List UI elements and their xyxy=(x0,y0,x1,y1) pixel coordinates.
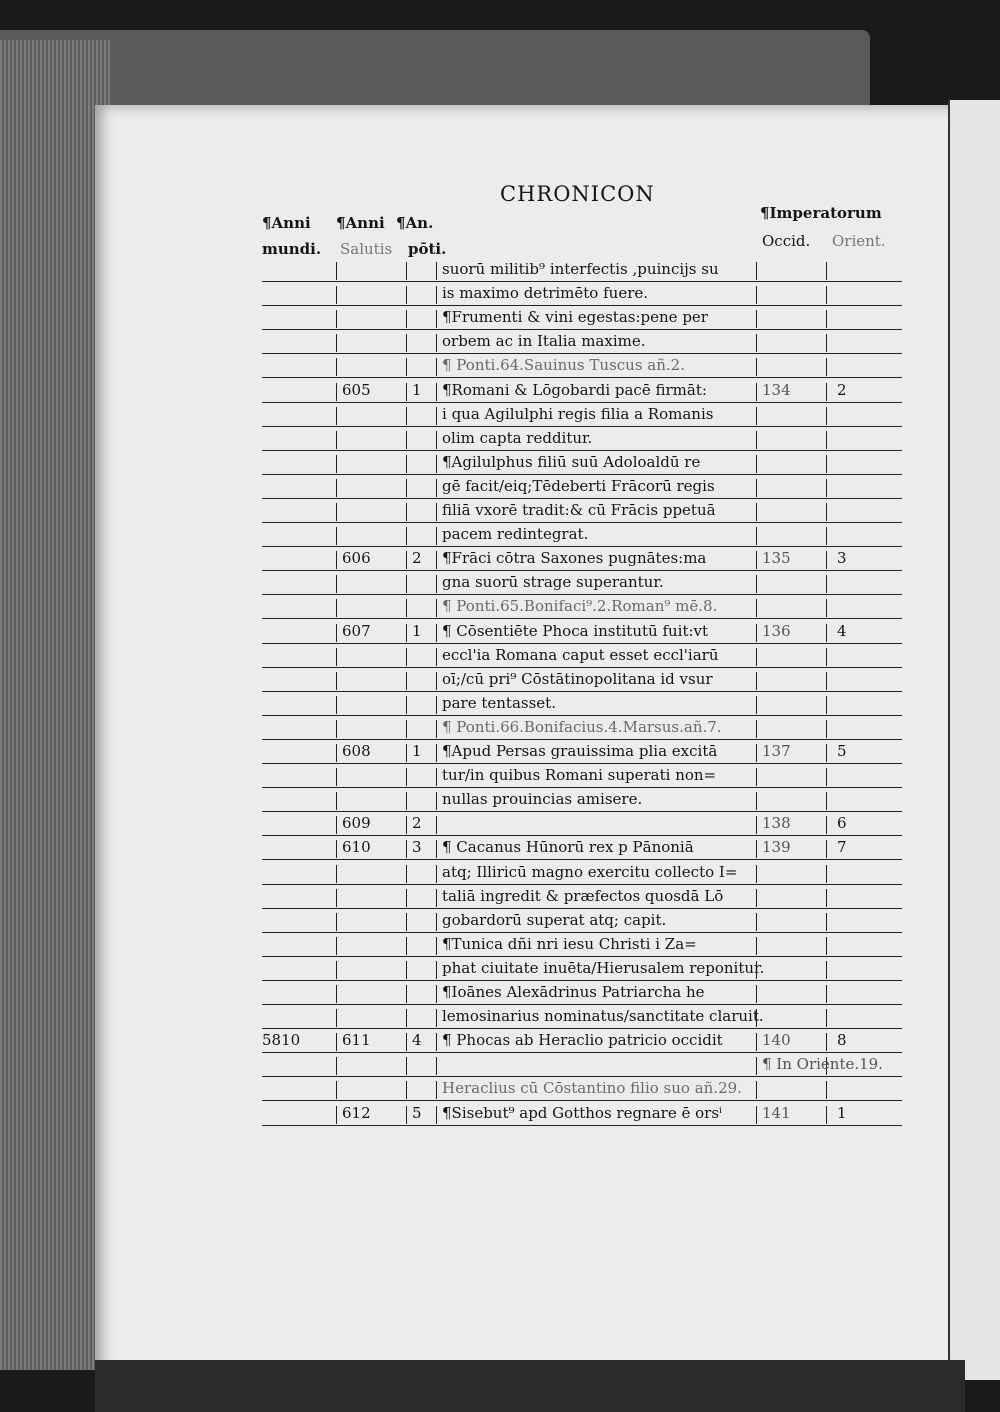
column-divider xyxy=(756,334,757,352)
table-row xyxy=(262,692,902,716)
column-divider xyxy=(336,792,337,810)
column-divider xyxy=(436,358,437,376)
column-divider xyxy=(826,648,827,666)
column-divider xyxy=(826,479,827,497)
column-divider xyxy=(756,648,757,666)
column-divider xyxy=(336,672,337,690)
column-divider xyxy=(406,744,407,762)
column-divider xyxy=(826,792,827,810)
column-divider xyxy=(756,407,757,425)
table-row xyxy=(262,764,902,788)
table-row xyxy=(262,909,902,933)
column-divider xyxy=(756,1106,757,1124)
column-divider xyxy=(336,985,337,1003)
pontificate-year-cell: 5 xyxy=(412,1103,422,1122)
column-divider xyxy=(336,358,337,376)
column-divider xyxy=(826,310,827,328)
column-divider xyxy=(406,792,407,810)
book-bottom-shadow xyxy=(95,1360,965,1412)
column-divider xyxy=(436,768,437,786)
column-divider xyxy=(336,1033,337,1051)
column-divider xyxy=(756,431,757,449)
column-divider xyxy=(826,624,827,642)
column-divider xyxy=(436,840,437,858)
pontificate-year-cell: 2 xyxy=(412,549,422,568)
column-divider xyxy=(826,865,827,883)
column-divider xyxy=(336,455,337,473)
header-anni-mundi-1: ¶Anni xyxy=(262,214,311,232)
column-divider xyxy=(756,551,757,569)
year-salutis-cell: 609 xyxy=(342,814,371,833)
column-divider xyxy=(826,913,827,931)
emperor-orient-cell: 6 xyxy=(837,814,847,833)
chronicle-text-cell: eccl'ia Romana caput esset eccl'iarū xyxy=(442,645,719,664)
table-row xyxy=(262,258,902,282)
column-divider xyxy=(436,913,437,931)
table-row xyxy=(262,788,902,812)
column-divider xyxy=(336,1106,337,1124)
column-divider xyxy=(826,455,827,473)
chronicle-text-cell: filiā vxorē tradit:& cū Frācis ppetuā xyxy=(442,501,716,519)
column-divider xyxy=(436,431,437,449)
column-divider xyxy=(406,1033,407,1051)
column-divider xyxy=(826,551,827,569)
column-divider xyxy=(436,455,437,473)
row-rule xyxy=(262,1125,902,1126)
column-divider xyxy=(756,672,757,690)
column-divider xyxy=(826,696,827,714)
table-row xyxy=(262,1005,902,1029)
emperor-occident-cell: 139 xyxy=(762,838,791,857)
table-row xyxy=(262,306,902,330)
column-divider xyxy=(336,913,337,931)
column-divider xyxy=(336,744,337,762)
header-occid: Occid. xyxy=(762,232,811,250)
column-divider xyxy=(826,358,827,376)
column-divider xyxy=(756,792,757,810)
column-divider xyxy=(406,527,407,545)
year-salutis-cell: 605 xyxy=(342,380,371,399)
column-divider xyxy=(406,648,407,666)
column-divider xyxy=(406,672,407,690)
column-divider xyxy=(756,286,757,304)
column-divider xyxy=(336,431,337,449)
column-divider xyxy=(826,1081,827,1099)
column-divider xyxy=(756,527,757,545)
column-divider xyxy=(826,672,827,690)
table-row xyxy=(262,740,902,764)
column-divider xyxy=(756,768,757,786)
header-an-poti-1: ¶An. xyxy=(396,214,434,232)
column-divider xyxy=(336,575,337,593)
column-divider xyxy=(826,720,827,738)
pontificate-year-cell: 1 xyxy=(412,742,422,760)
chronicle-text-cell: ¶Sisebut⁹ apd Gotthos regnare ē orsⁱ xyxy=(442,1103,723,1122)
column-divider xyxy=(436,648,437,666)
column-divider xyxy=(756,720,757,738)
table-row xyxy=(262,379,902,403)
column-divider xyxy=(336,334,337,352)
column-divider xyxy=(406,816,407,834)
column-divider xyxy=(826,889,827,907)
table-row xyxy=(262,812,902,836)
chronicle-text-cell: nullas prouincias amisere. xyxy=(442,790,643,809)
table-row xyxy=(262,282,902,306)
chronicle-text-cell: ¶ Cacanus Hūnorū rex p Pānoniā xyxy=(442,838,694,857)
column-divider xyxy=(406,1106,407,1124)
column-divider xyxy=(826,985,827,1003)
column-divider xyxy=(826,599,827,617)
emperor-occident-cell: 141 xyxy=(762,1103,791,1122)
table-row xyxy=(262,1029,902,1053)
emperor-occident-cell: 138 xyxy=(762,814,791,833)
column-divider xyxy=(406,1009,407,1027)
column-divider xyxy=(436,1106,437,1124)
emperor-occident-cell: 135 xyxy=(762,549,791,568)
book-cover-top xyxy=(0,30,870,110)
chronicle-text-cell: lemosinarius nominatus/sanctitate claruit. xyxy=(442,1007,764,1026)
column-divider xyxy=(826,1106,827,1124)
chronicle-text-cell: gē facit/eiq;Tēdeberti Frācorū regis xyxy=(442,476,715,495)
column-divider xyxy=(336,840,337,858)
table-row xyxy=(262,957,902,981)
chronicle-text-cell: ¶Apud Persas grauissima plia excitā xyxy=(442,742,718,760)
column-divider xyxy=(436,937,437,955)
column-divider xyxy=(436,961,437,979)
column-divider xyxy=(336,479,337,497)
chronicle-text-cell: ¶ Ponti.66.Bonifacius.4.Marsus.añ.7. xyxy=(442,717,722,736)
chronicle-text-cell: ¶ Ponti.65.Bonifaci⁹.2.Roman⁹ mē.8. xyxy=(442,597,718,616)
column-divider xyxy=(436,407,437,425)
chronicle-text-cell: oī;/cū pri⁹ Cōstātinopolitana id vsur xyxy=(442,669,713,688)
chronicle-text-cell: ¶ Ponti.64.Sauinus Tuscus añ.2. xyxy=(442,356,685,375)
table-row xyxy=(262,547,902,571)
column-divider xyxy=(406,286,407,304)
column-divider xyxy=(406,768,407,786)
column-divider xyxy=(336,407,337,425)
column-divider xyxy=(406,383,407,401)
column-divider xyxy=(336,937,337,955)
column-divider xyxy=(336,1057,337,1075)
emperor-orient-cell: 5 xyxy=(837,742,847,760)
column-divider xyxy=(436,985,437,1003)
table-row xyxy=(262,427,902,451)
column-divider xyxy=(336,262,337,280)
column-divider xyxy=(756,479,757,497)
column-divider xyxy=(756,937,757,955)
year-salutis-cell: 606 xyxy=(342,549,371,568)
column-divider xyxy=(756,575,757,593)
pontificate-year-cell: 1 xyxy=(412,621,422,640)
column-divider xyxy=(826,744,827,762)
column-divider xyxy=(406,503,407,521)
column-divider xyxy=(826,286,827,304)
column-divider xyxy=(436,672,437,690)
table-row xyxy=(262,933,902,957)
year-salutis-cell: 610 xyxy=(342,838,371,857)
column-divider xyxy=(436,1033,437,1051)
column-divider xyxy=(826,937,827,955)
table-row xyxy=(262,475,902,499)
column-divider xyxy=(436,599,437,617)
column-divider xyxy=(436,575,437,593)
chronicle-text-cell: gobardorū superat atq; capit. xyxy=(442,910,667,929)
column-divider xyxy=(756,744,757,762)
column-divider xyxy=(406,1081,407,1099)
table-row xyxy=(262,1077,902,1101)
emperor-orient-cell: 7 xyxy=(837,838,847,857)
column-divider xyxy=(756,262,757,280)
column-divider xyxy=(436,889,437,907)
column-divider xyxy=(336,551,337,569)
column-divider xyxy=(826,575,827,593)
pontificate-year-cell: 1 xyxy=(412,380,422,399)
column-divider xyxy=(826,527,827,545)
column-divider xyxy=(436,744,437,762)
column-divider xyxy=(406,696,407,714)
column-divider xyxy=(436,720,437,738)
chronicle-text-cell: ¶Romani & Lōgobardi pacē firmāt: xyxy=(442,380,707,399)
column-divider xyxy=(826,431,827,449)
column-divider xyxy=(826,503,827,521)
column-divider xyxy=(336,1081,337,1099)
column-divider xyxy=(406,720,407,738)
column-divider xyxy=(756,455,757,473)
header-anni-salutis-1: ¶Anni xyxy=(336,214,385,232)
column-divider xyxy=(336,527,337,545)
column-divider xyxy=(826,768,827,786)
column-divider xyxy=(756,889,757,907)
chronicle-text-cell: suorū militib⁹ interfectis ,puincijs su xyxy=(442,260,719,278)
column-divider xyxy=(406,479,407,497)
column-divider xyxy=(436,527,437,545)
column-divider xyxy=(756,358,757,376)
chronicle-text-cell: i qua Agilulphi regis filia a Romanis xyxy=(442,404,714,423)
chronicle-text-cell: ¶ Cōsentiēte Phoca institutū fuit:vt xyxy=(442,621,709,640)
emperor-occident-cell: ¶ In Oriente.19. xyxy=(762,1055,883,1074)
table-row xyxy=(262,330,902,354)
pontificate-year-cell: 3 xyxy=(412,838,422,857)
table-row xyxy=(262,668,902,692)
column-divider xyxy=(826,407,827,425)
column-divider xyxy=(406,334,407,352)
column-divider xyxy=(336,889,337,907)
chronicle-text-cell: ¶Agilulphus filiū suū Adoloaldū re xyxy=(442,452,701,471)
column-divider xyxy=(336,768,337,786)
column-divider xyxy=(406,575,407,593)
year-salutis-cell: 607 xyxy=(342,621,371,640)
emperor-occident-cell: 137 xyxy=(762,742,791,760)
column-divider xyxy=(406,961,407,979)
column-divider xyxy=(756,816,757,834)
table-row xyxy=(262,1053,902,1077)
column-divider xyxy=(756,840,757,858)
emperor-orient-cell: 3 xyxy=(837,549,847,568)
column-divider xyxy=(826,383,827,401)
chronicle-text-cell: atq; Illiricū magno exercitu collecto I= xyxy=(442,862,738,881)
column-divider xyxy=(406,913,407,931)
header-anni-mundi-2: mundi. xyxy=(262,240,322,258)
table-row xyxy=(262,571,902,595)
page-title: CHRONICON xyxy=(500,182,655,206)
column-divider xyxy=(826,1009,827,1027)
emperor-orient-cell: 2 xyxy=(837,380,847,399)
table-row xyxy=(262,523,902,547)
column-divider xyxy=(756,985,757,1003)
column-divider xyxy=(436,479,437,497)
facing-page-edge xyxy=(948,100,1000,1380)
chronicle-text-cell: tur/in quibus Romani superati non= xyxy=(442,766,717,785)
chronicle-text-cell: Heraclius cū Cōstantino filio suo añ.29. xyxy=(442,1079,742,1098)
column-divider xyxy=(336,599,337,617)
chronicle-text-cell: ¶Frumenti & vini egestas:pene per xyxy=(442,308,708,327)
column-divider xyxy=(336,696,337,714)
book-page-edges xyxy=(0,40,110,1370)
column-divider xyxy=(756,599,757,617)
pontificate-year-cell: 2 xyxy=(412,814,422,833)
column-divider xyxy=(756,913,757,931)
table-row xyxy=(262,451,902,475)
column-divider xyxy=(436,1057,437,1075)
chronicle-text-cell: ¶ Phocas ab Heraclio patricio occidit xyxy=(442,1031,723,1050)
column-divider xyxy=(436,334,437,352)
column-divider xyxy=(756,624,757,642)
emperor-orient-cell: 4 xyxy=(837,621,847,640)
column-divider xyxy=(826,1033,827,1051)
chronicle-text-cell: ¶Ioānes Alexādrinus Patriarcha he xyxy=(442,983,705,1001)
chronicle-text-cell: is maximo detrimēto fuere. xyxy=(442,284,649,303)
table-row xyxy=(262,499,902,523)
column-divider xyxy=(406,551,407,569)
column-divider xyxy=(336,310,337,328)
column-divider xyxy=(436,696,437,714)
column-divider xyxy=(826,262,827,280)
chronicle-text-cell: ¶Tunica dñi nri iesu Christi i Za= xyxy=(442,934,697,953)
column-divider xyxy=(756,1033,757,1051)
column-divider xyxy=(436,262,437,280)
column-divider xyxy=(436,624,437,642)
column-divider xyxy=(406,407,407,425)
emperor-orient-cell: 1 xyxy=(837,1103,847,1122)
column-divider xyxy=(406,262,407,280)
column-divider xyxy=(336,720,337,738)
column-divider xyxy=(406,889,407,907)
column-divider xyxy=(756,1057,757,1075)
column-divider xyxy=(826,840,827,858)
table-row xyxy=(262,836,902,860)
emperor-occident-cell: 136 xyxy=(762,621,791,640)
chronicle-text-cell: ¶Frāci cōtra Saxones pugnātes:ma xyxy=(442,549,707,568)
column-divider xyxy=(756,696,757,714)
table-row xyxy=(262,595,902,619)
table-row xyxy=(262,403,902,427)
chronicle-text-cell: olim capta redditur. xyxy=(442,428,593,447)
chronicle-text-cell: gna suorū strage superantur. xyxy=(442,573,664,592)
header-oriens: Orient. xyxy=(832,232,886,250)
chronicle-text-cell: pacem redintegrat. xyxy=(442,525,589,544)
column-divider xyxy=(336,961,337,979)
column-divider xyxy=(406,865,407,883)
emperor-orient-cell: 8 xyxy=(837,1031,847,1050)
column-divider xyxy=(826,961,827,979)
column-divider xyxy=(336,865,337,883)
pontificate-year-cell: 4 xyxy=(412,1031,422,1050)
column-divider xyxy=(406,624,407,642)
year-salutis-cell: 611 xyxy=(342,1031,371,1050)
table-row xyxy=(262,644,902,668)
year-salutis-cell: 608 xyxy=(342,742,371,760)
year-salutis-cell: 612 xyxy=(342,1103,371,1122)
column-divider xyxy=(406,937,407,955)
table-row xyxy=(262,861,902,885)
column-divider xyxy=(336,286,337,304)
column-divider xyxy=(406,840,407,858)
column-divider xyxy=(756,865,757,883)
column-divider xyxy=(436,310,437,328)
column-divider xyxy=(406,599,407,617)
column-divider xyxy=(336,503,337,521)
header-imperatorum: ¶Imperatorum xyxy=(760,204,882,222)
table-row xyxy=(262,716,902,740)
column-divider xyxy=(336,648,337,666)
chronicle-text-cell: phat ciuitate inuēta/Hierusalem reponitur. xyxy=(442,958,765,977)
emperor-occident-cell: 134 xyxy=(762,380,791,399)
column-divider xyxy=(436,286,437,304)
column-divider xyxy=(406,310,407,328)
column-divider xyxy=(756,1081,757,1099)
column-divider xyxy=(436,503,437,521)
table-row xyxy=(262,885,902,909)
column-divider xyxy=(436,1009,437,1027)
column-divider xyxy=(436,816,437,834)
column-divider xyxy=(406,455,407,473)
year-mundi-cell: 5810 xyxy=(262,1031,301,1050)
column-divider xyxy=(406,358,407,376)
column-divider xyxy=(436,551,437,569)
column-divider xyxy=(336,816,337,834)
column-divider xyxy=(336,624,337,642)
column-divider xyxy=(436,383,437,401)
column-divider xyxy=(436,865,437,883)
header-anni-salutis-2: Salutis xyxy=(340,240,393,258)
column-divider xyxy=(826,816,827,834)
column-divider xyxy=(406,985,407,1003)
chronicle-text-cell: orbem ac in Italia maxime. xyxy=(442,332,646,351)
column-divider xyxy=(406,431,407,449)
table-row xyxy=(262,981,902,1005)
emperor-occident-cell: 140 xyxy=(762,1031,791,1050)
column-divider xyxy=(756,503,757,521)
chronicle-text-cell: taliā ingredit & præfectos quosdā Lō xyxy=(442,886,724,905)
column-divider xyxy=(336,1009,337,1027)
table-row xyxy=(262,1102,902,1126)
column-divider xyxy=(436,1081,437,1099)
column-divider xyxy=(756,383,757,401)
table-row xyxy=(262,354,902,378)
column-divider xyxy=(406,1057,407,1075)
column-divider xyxy=(336,383,337,401)
column-divider xyxy=(826,334,827,352)
table-row xyxy=(262,620,902,644)
chronicle-text-cell: pare tentasset. xyxy=(442,693,556,712)
header-an-poti-2: pōti. xyxy=(408,240,447,258)
column-divider xyxy=(756,310,757,328)
column-divider xyxy=(436,792,437,810)
